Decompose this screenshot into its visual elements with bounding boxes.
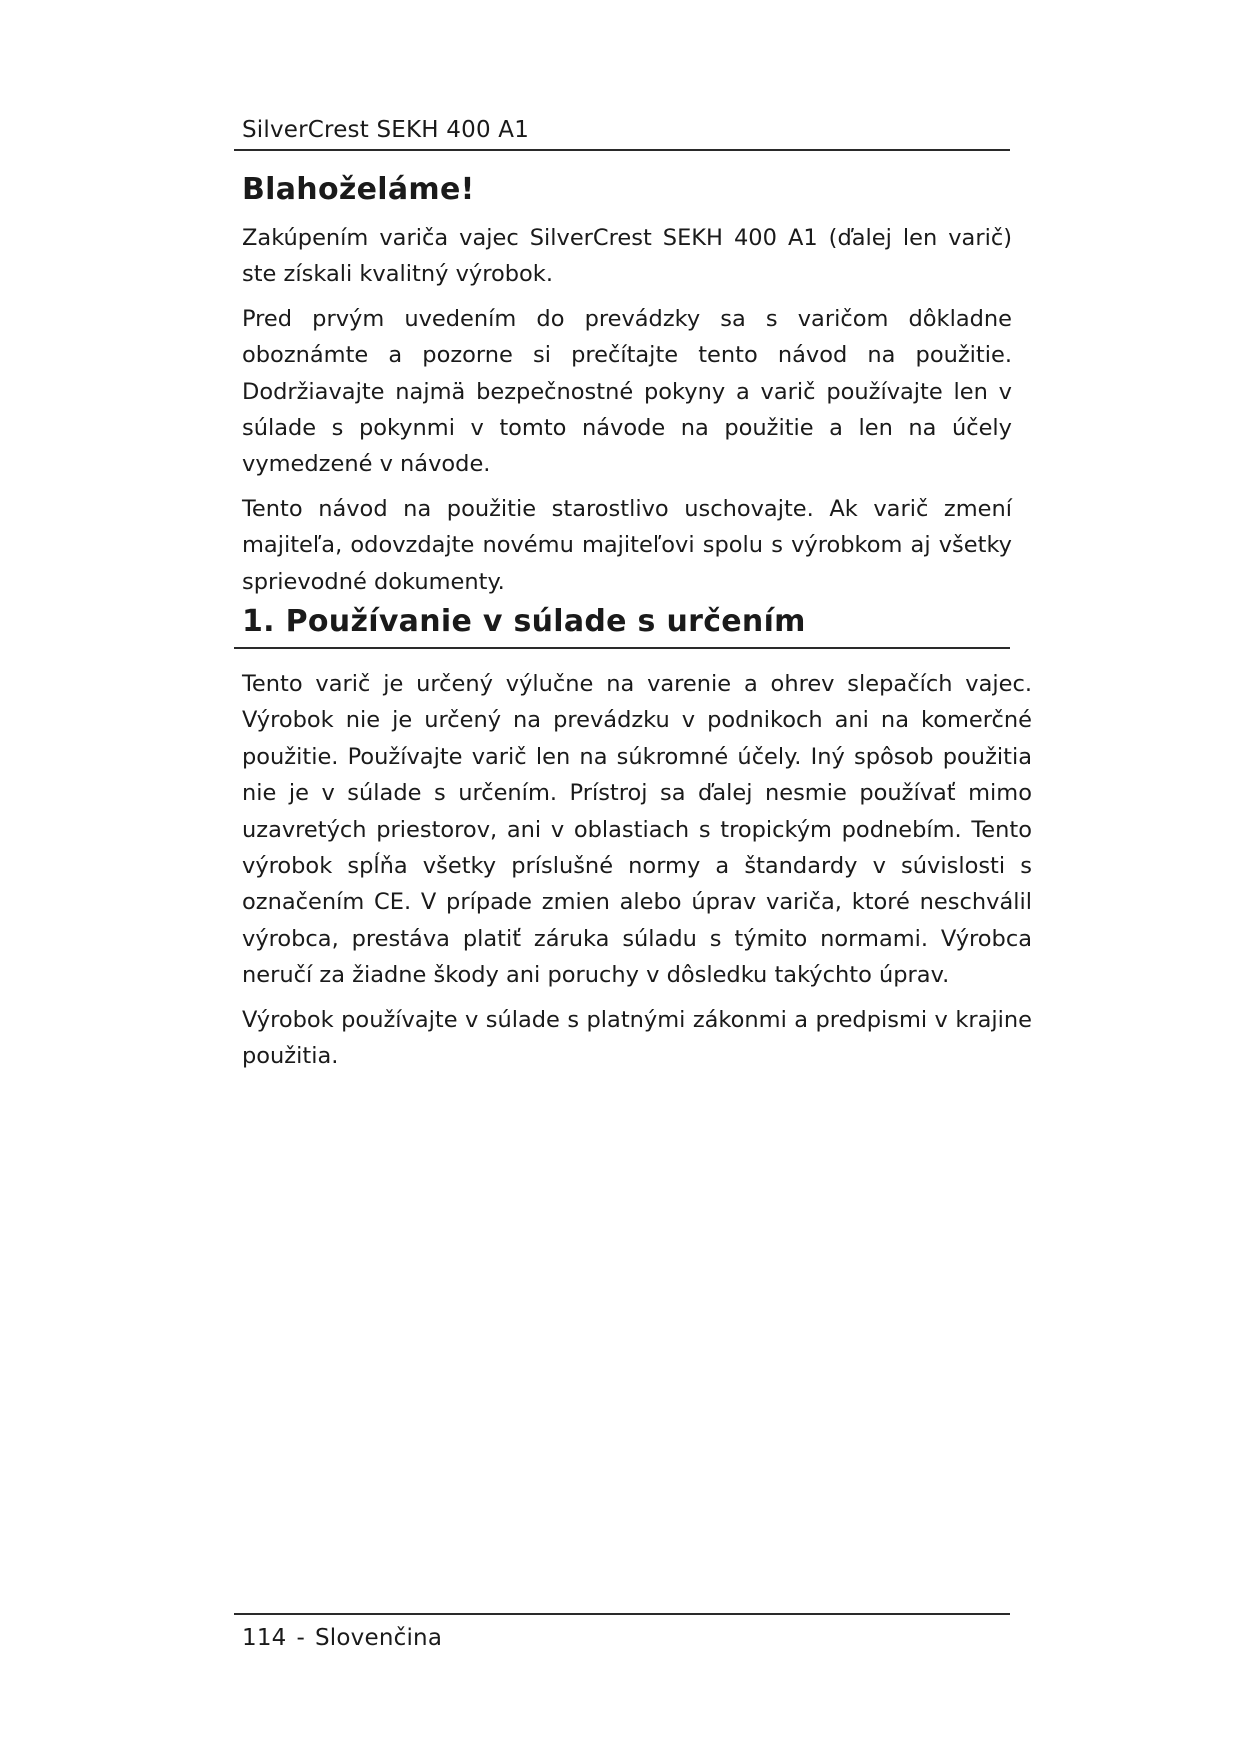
page-number: 114: [242, 1625, 287, 1651]
footer-rule: [234, 1613, 1010, 1615]
page-footer: [242, 1620, 442, 1656]
intro-heading: Blahoželáme!: [242, 172, 475, 207]
intro-paragraph-2: Pred prvým uvedením do prevádzky sa s varičom dôkladne oboznámte a pozorne si prečítajte tento návod na použitie. Dodržiavajte najmä bezpečnostné pokyny a varič používajte len v súlade s pokynmi v tomto návode na použitie a len na účely vymedzené v návode.: [242, 305, 1012, 478]
intro-paragraph-1: Zakúpením variča vajec SilverCrest SEKH 400 A1 (ďalej len varič) ste získali kvalitný výrobok.: [242, 225, 1012, 288]
section-1-paragraph-2: Výrobok používajte v súlade s platnými zákonmi a predpismi v krajine použitia.: [242, 1006, 1032, 1070]
section-1-body: [242, 666, 1032, 1074]
intro-paragraph-3: Tento návod na použitie starostlivo uschovajte. Ak varič zmení majiteľa, odovzdajte novému majiteľovi spolu s výrobkom aj všetky sprievodné dokumenty.: [242, 495, 1012, 595]
footer-separator: -: [296, 1625, 305, 1651]
footer-language: Slovenčina: [315, 1625, 443, 1651]
intro-body: [242, 220, 1012, 600]
header-rule: [234, 149, 1010, 151]
section-1-paragraph-1: Tento varič je určený výlučne na varenie a ohrev slepačích vajec. Výrobok nie je určený na prevádzku v podnikoch ani na komerčné použitie. Používajte varič len na súkromné účely. Iný spôsob použitia nie je v súlade s určením. Prístroj sa ďalej nesmie používať mimo uzavretých priestorov, ani v oblastiach s tropickým podnebím. Tento výrobok spĺňa všetky príslušné normy a štandardy v súvislosti s označením CE. V prípade zmien alebo úprav variča, ktoré neschválil výrobca, prestáva platiť záruka súladu s týmito normami. Výrobca neručí za žiadne škody ani poruchy v dôsledku takýchto úprav.: [242, 671, 1032, 989]
section-1-heading: 1. Používanie v súlade s určením: [242, 604, 806, 639]
section-rule: [234, 647, 1010, 649]
running-header: SilverCrest SEKH 400 A1: [242, 117, 530, 143]
